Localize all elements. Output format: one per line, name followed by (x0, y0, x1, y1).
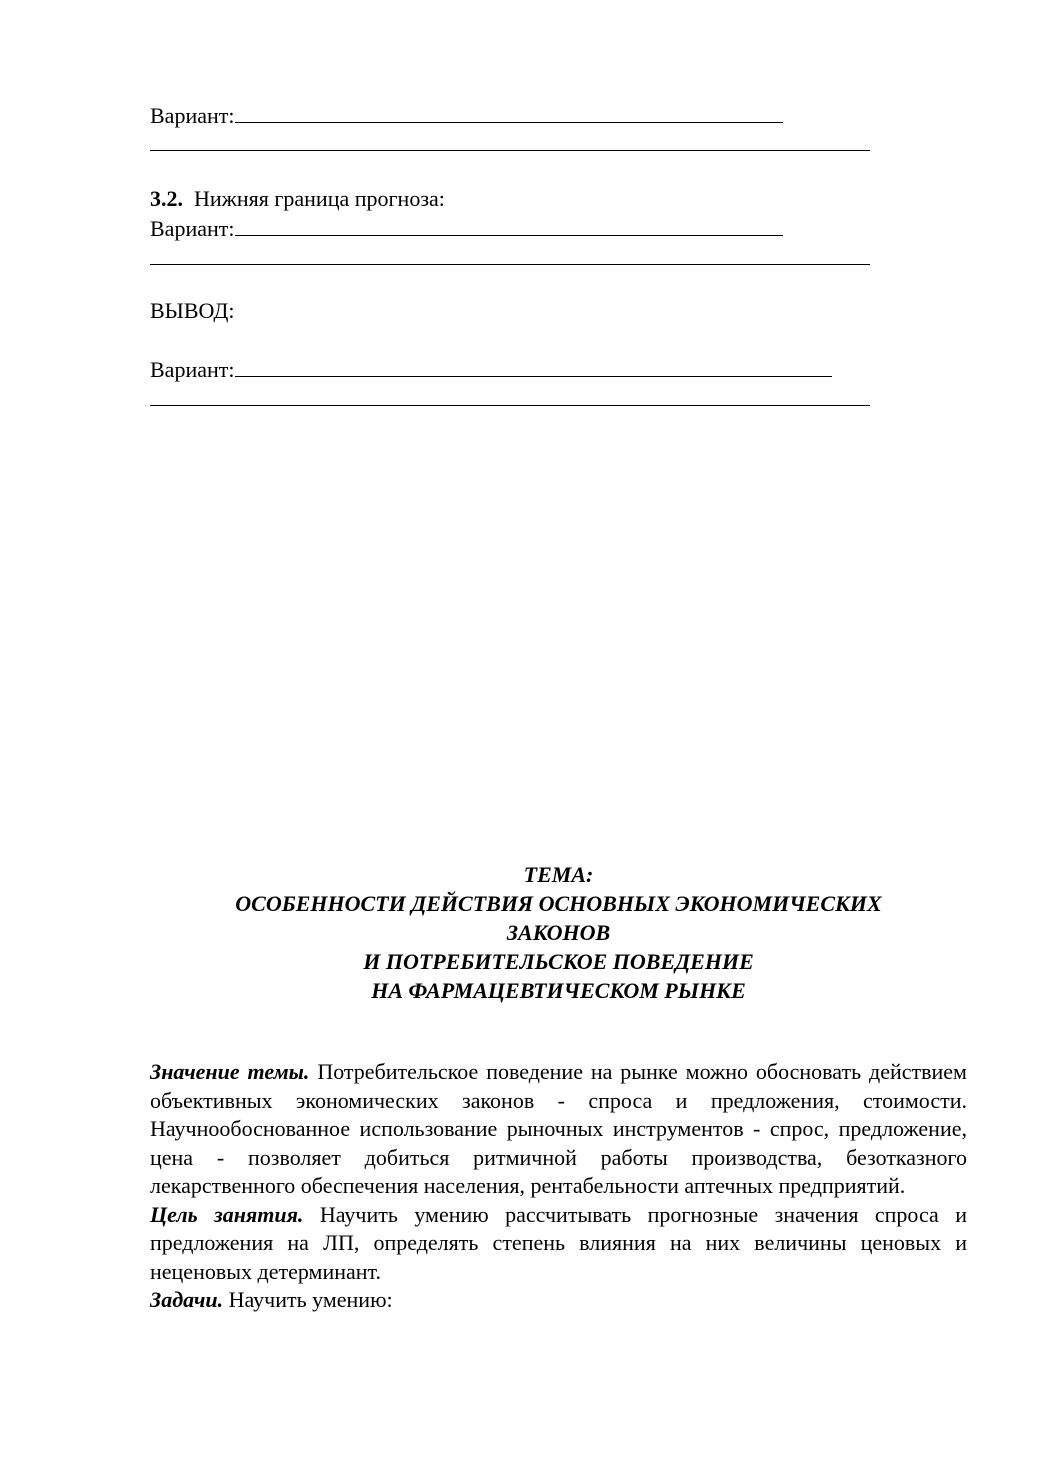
variant-line-1 (150, 100, 783, 130)
variant-label: Вариант: (150, 216, 235, 241)
significance-text: Потребительское поведение на рынке можно обосновать действием объективных экономических законов - спроса и предложения, стоимости. Научнообоснованное использование рыночных инструментов - спрос, предложение, цена - позволяет добиться ритмичной работы производства, безотказного лекарственного обеспечения населения, рентабельности аптечных предприятий. (150, 1059, 967, 1198)
item-number: 3.2. (150, 186, 183, 211)
heading-line: ТЕМА: (523, 862, 594, 887)
tasks-paragraph (150, 1286, 967, 1315)
goal-label: Цель занятия. (150, 1201, 304, 1227)
item-text: Нижняя граница прогноза: (194, 186, 445, 211)
heading-line: ЗАКОНОВ (506, 920, 611, 945)
answer-rule[interactable] (150, 264, 870, 265)
heading-line: НА ФАРМАЦЕВТИЧЕСКОМ РЫНКЕ (371, 978, 746, 1003)
answer-blank[interactable] (235, 100, 783, 123)
variant-line-3 (150, 354, 832, 384)
variant-label: Вариант: (150, 357, 235, 382)
tasks-text: Научить умению: (223, 1287, 393, 1312)
variant-line-2 (150, 213, 783, 243)
significance-paragraph (150, 1058, 967, 1201)
heading-line: И ПОТРЕБИТЕЛЬСКОЕ ПОВЕДЕНИЕ (363, 949, 754, 974)
answer-blank[interactable] (235, 354, 832, 377)
variant-label: Вариант: (150, 103, 235, 128)
goal-paragraph (150, 1201, 967, 1287)
tasks-label: Задачи. (150, 1287, 224, 1312)
body-text (150, 1058, 967, 1315)
significance-label: Значение темы. (150, 1059, 310, 1084)
topic-heading (150, 860, 967, 1005)
conclusion-label: ВЫВОД: (150, 298, 235, 323)
answer-rule[interactable] (150, 150, 870, 151)
answer-rule[interactable] (150, 405, 870, 406)
goal-text: Научить умению рассчитывать прогнозные значения спроса и предложения на ЛП, определять степень влияния на них величины ценовых и неценовых детерминант. (150, 1201, 967, 1284)
item-3-2 (150, 185, 445, 213)
heading-line: ОСОБЕННОСТИ ДЕЙСТВИЯ ОСНОВНЫХ ЭКОНОМИЧЕСКИХ (235, 891, 882, 916)
answer-blank[interactable] (235, 213, 783, 236)
